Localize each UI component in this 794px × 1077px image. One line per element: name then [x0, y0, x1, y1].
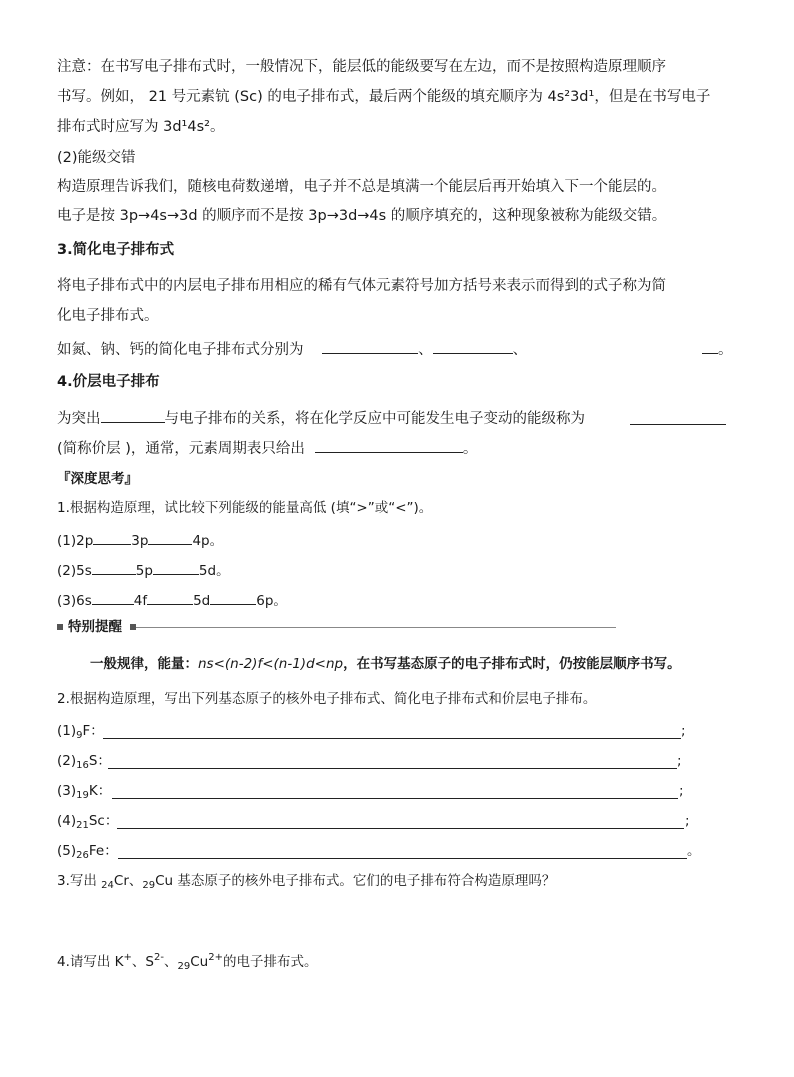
reminder-divider	[136, 627, 616, 628]
fill-in-line: 如氮、钠、钙的简化电子排布式分别为 、 、 。	[57, 338, 737, 360]
answer-blank[interactable]	[153, 559, 199, 575]
comparison-row: (1)2p 3p 4p。	[57, 529, 223, 551]
answer-blank[interactable]	[112, 783, 678, 799]
comparison-row: (2)5s 5p 5d。	[57, 559, 230, 581]
answer-blank[interactable]	[148, 529, 192, 545]
answer-row: $(2)_{16}S$： ;	[57, 753, 682, 771]
section-heading-valence: 4.价层电子排布	[57, 374, 160, 390]
paragraph-line: 电子是按 3p→4s→3d 的顺序而不是按 3p→3d→4s 的顺序填充的，这种现象被称为能级交错。	[57, 208, 667, 224]
answer-blank[interactable]	[101, 407, 165, 423]
answer-blank[interactable]	[322, 338, 418, 354]
reminder-title: 特别提醒	[68, 619, 122, 635]
answer-blank[interactable]	[103, 723, 681, 739]
section-heading-interleave: (2)能级交错	[57, 150, 136, 166]
answer-blank[interactable]	[117, 813, 684, 829]
deep-thinking-title: 『深度思考』	[57, 471, 138, 487]
answer-blank[interactable]	[93, 529, 131, 545]
answer-blank[interactable]	[118, 843, 687, 859]
section-heading-simplified: 3.简化电子排布式	[57, 242, 175, 258]
question-3: 3.写出 $_{24}$Cr、$_{29}$Cu 基态原子的核外电子排布式。它们的电子排布符合构造原理吗？	[57, 873, 556, 891]
note-line-1: 注意：在书写电子排布式时，一般情况下，能层低的能级要写在左边，而不是按照构造原理顺序	[57, 59, 666, 75]
answer-blank[interactable]	[92, 589, 134, 605]
answer-row: $(1)_9F$： ;	[57, 723, 686, 741]
reminder-text: 一般规律，能量：ns<(n-2)f<(n-1)d<np，在书写基态原子的电子排布式时，仍按能层顺序书写。	[90, 656, 681, 672]
paragraph-line: 构造原理告诉我们，随核电荷数递增，电子并不总是填满一个能层后再开始填入下一个能层的。	[57, 179, 666, 195]
answer-blank[interactable]	[433, 338, 513, 354]
question-2: 2.根据构造原理，写出下列基态原子的核外电子排布式、简化电子排布式和价层电子排布。	[57, 691, 597, 707]
answer-row: $(4)_{21}Sc$： ;	[57, 813, 690, 831]
comparison-row: (3)6s 4f 5d 6p。	[57, 589, 287, 611]
question-4: 4.请写出 K+、$S^{2-}$、$_{29}Cu^{2+}$的电子排布式。	[57, 952, 318, 972]
paragraph-line: 化电子排布式。	[57, 308, 159, 324]
reminder-bullet	[57, 624, 63, 630]
answer-blank[interactable]	[315, 437, 463, 453]
answer-row: $(5)_{26}Fe$： 。	[57, 843, 701, 861]
question-1: 1.根据构造原理，试比较下列能级的能量高低 (填“>”或“<”)。	[57, 500, 433, 516]
answer-row: $(3)_{19}K$： ;	[57, 783, 684, 801]
answer-blank[interactable]	[108, 753, 677, 769]
answer-blank[interactable]	[210, 589, 256, 605]
answer-blank[interactable]	[630, 409, 726, 425]
paragraph-line: 将电子排布式中的内层电子排布用相应的稀有气体元素符号加方括号来表示而得到的式子称为简	[57, 278, 666, 294]
fill-in-line: (简称价层 )，通常，元素周期表只给出 。	[57, 437, 477, 459]
answer-blank[interactable]	[92, 559, 136, 575]
note-line-2: 书写。例如， 21 号元素钪 (Sc) 的电子排布式，最后两个能级的填充顺序为 4s²3d¹，但是在书写电子	[57, 89, 711, 105]
note-line-3: 排布式时应写为 3d¹4s²。	[57, 119, 225, 135]
answer-blank[interactable]	[147, 589, 193, 605]
answer-blank[interactable]	[702, 338, 718, 354]
fill-in-line: 为突出 与电子排布的关系，将在化学反应中可能发生电子变动的能级称为	[57, 407, 737, 429]
